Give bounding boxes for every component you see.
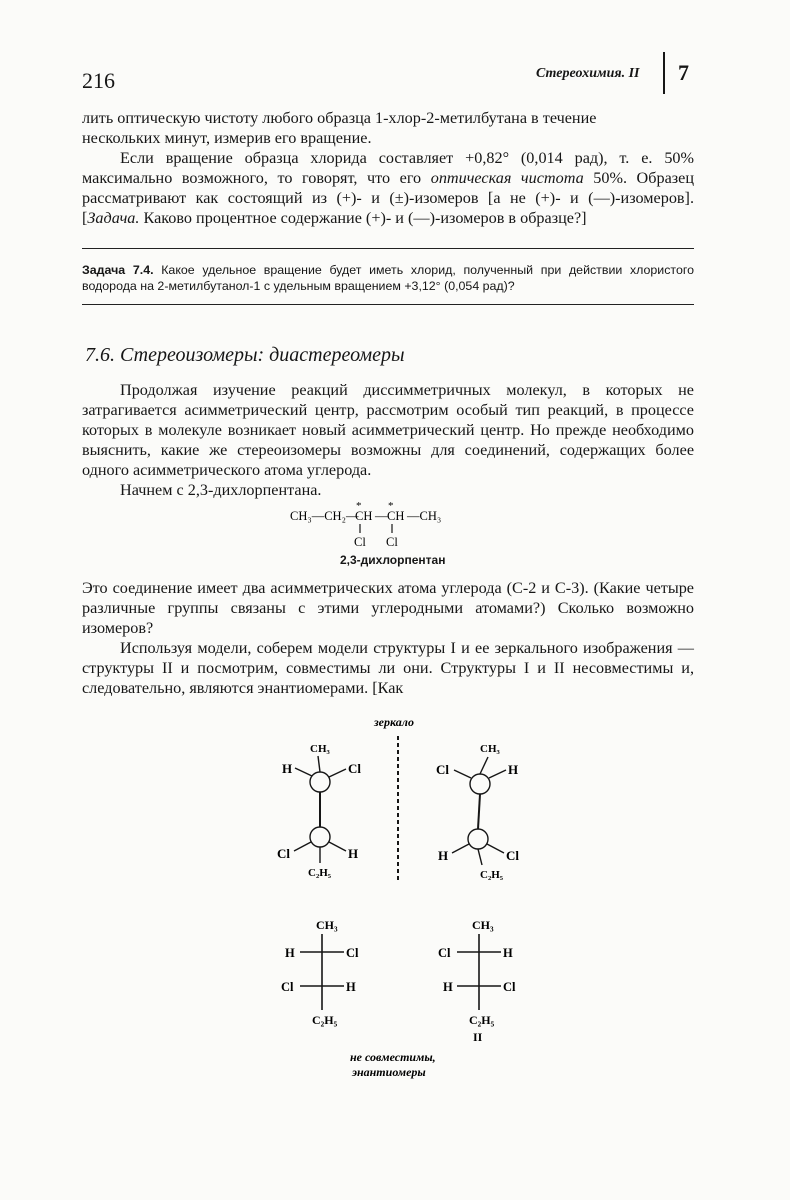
fischer-ii-h-top: H	[503, 946, 513, 960]
model-ii-bond-h-top	[489, 770, 506, 778]
model-ii-bond-ch3	[480, 757, 488, 774]
problem-7-4	[82, 262, 694, 294]
formula-chain-right: —CH₃	[407, 509, 442, 523]
page-number: 216	[82, 68, 115, 93]
start-paragraph: Начнем с 2,3-дихлорпентана.	[120, 481, 322, 499]
structure-i-fischer	[281, 918, 359, 1027]
formula-dash: —	[375, 509, 388, 523]
model-i-ch3: CH₃	[310, 743, 330, 755]
formula-c3: CH	[387, 509, 405, 523]
formula-c2: CH	[355, 509, 373, 523]
formula-chain-left: CH₃—CH₂—	[290, 509, 359, 523]
fischer-i-cl-bottom: Cl	[281, 980, 294, 994]
model-i-cl-top: Cl	[348, 761, 361, 776]
fischer-i-h-top: H	[285, 946, 295, 960]
mirror-label: зеркало	[374, 715, 414, 729]
structure-ii-fischer	[438, 918, 516, 1044]
structure-ii-model	[436, 743, 519, 881]
model-i-c3-ball	[310, 827, 330, 847]
model-ii-c2-c3-bond	[478, 794, 480, 829]
model-i-bond-cl-bottom	[294, 842, 311, 851]
body-text-1	[82, 380, 694, 500]
intro-line-1: лить оптическую чистоту любого образца 1-хлор-2-метилбутана в течение	[82, 109, 597, 127]
fischer-i-c2h5: C₂H₅	[312, 1013, 338, 1027]
formula-cl-c3: Cl	[386, 535, 398, 549]
optical-purity-text-b: 50%. Образец рассматривают как состоящий из (+)- и (±)-изомеров [а не (+)- и (—)-изомеров]. [	[82, 169, 695, 227]
model-ii-bond-cl-top	[454, 770, 471, 778]
optical-purity-text-c: Каково процентное содержание (+)- и (—)-изомеров в образце?]	[139, 209, 587, 227]
asymmetric-star-c3: *	[388, 500, 394, 512]
fischer-i-ch3: CH₃	[316, 918, 338, 932]
model-i-h-bottom: H	[348, 846, 359, 861]
optical-purity-term: оптическая чистота	[430, 169, 584, 187]
body-text-2	[82, 578, 694, 698]
chapter-number: 7	[678, 60, 689, 85]
inline-task-label: Задача.	[87, 209, 140, 227]
model-ii-c2-ball	[470, 774, 490, 794]
model-ii-c3-ball	[468, 829, 488, 849]
model-ii-ch3: CH₃	[480, 743, 500, 755]
model-ii-c2h5: C₂H₅	[480, 869, 504, 881]
structure-ii-label: II	[473, 1030, 483, 1044]
running-title: Стереохимия. II	[536, 66, 640, 81]
figure-caption-line-1: не совместимы,	[350, 1050, 436, 1064]
formula-cl-c2: Cl	[354, 535, 366, 549]
optical-purity-text-a: Если вращение образца хлорида составляет +0,82° (0,014 рад), т. е. 50% максимально возможного, то говорят, что его	[82, 149, 694, 187]
fischer-ii-ch3: CH₃	[472, 918, 494, 932]
structure-i-model	[277, 743, 361, 879]
asymmetric-star-c2: *	[356, 500, 362, 512]
fischer-ii-c2h5: C₂H₅	[469, 1013, 495, 1027]
model-i-cl-bottom: Cl	[277, 846, 290, 861]
header-divider	[663, 52, 665, 94]
problem-label: Задача 7.4.	[82, 263, 154, 277]
fischer-ii-cl-top: Cl	[438, 946, 451, 960]
model-ii-cl-bottom: Cl	[506, 848, 519, 863]
fischer-ii-cl-bottom: Cl	[503, 980, 516, 994]
intro-text	[82, 108, 694, 228]
enantiomers-figure	[260, 712, 550, 1092]
model-i-c2-ball	[310, 772, 330, 792]
model-i-bond-ch3	[318, 756, 320, 772]
fischer-i-cl-top: Cl	[346, 946, 359, 960]
model-i-bond-cl-top	[329, 769, 346, 777]
figure-caption-line-2: энантиомеры	[352, 1065, 426, 1079]
model-i-c2h5: C₂H₅	[308, 867, 332, 879]
model-ii-bond-c2h5	[478, 849, 482, 865]
model-ii-h-bottom: H	[438, 848, 449, 863]
fischer-i-h-bottom: H	[346, 980, 356, 994]
models-paragraph: Используя модели, соберем модели структуры I и ее зеркального изображения — структуры II и посмотрим, совместимы ли они. Структуры I и II несовместимы и, следовательно, являются энантиомерами. [Как	[82, 639, 694, 697]
model-i-h-top: H	[282, 761, 293, 776]
diastereomer-intro-paragraph: Продолжая изучение реакций диссимметричных молекул, в которых не затрагивается асимметрический центр, рассмотрим особый тип реакций, в процессе которых в молекуле возникает новый асимметрический центр. Но прежде необходимо выяснить, какие же стереоизомеры возможны для соединений, содержащих более одного асимметрического атома углерода.	[82, 381, 694, 479]
fischer-ii-h-bottom: H	[443, 980, 453, 994]
section-title: 7.6. Стереоизомеры: диастереомеры	[85, 344, 405, 366]
model-ii-cl-top: Cl	[436, 762, 449, 777]
intro-line-2: нескольких минут, измерив его вращение.	[82, 129, 372, 147]
model-ii-h-top: H	[508, 762, 519, 777]
model-ii-bond-cl-bottom	[487, 844, 504, 853]
optical-purity-paragraph	[82, 148, 694, 228]
model-i-bond-h-top	[295, 768, 312, 776]
asymmetric-atoms-paragraph: Это соединение имеет два асимметрических атома углерода (С-2 и С-3). (Какие четыре различные группы связаны с этими углеродными атомами?) Сколько возможно изомеров?	[82, 579, 694, 637]
formula-caption: 2,3-дихлорпентан	[340, 553, 446, 567]
problem-rule-top	[82, 248, 694, 249]
problem-rule-bottom	[82, 304, 694, 305]
model-ii-bond-h-bottom	[452, 844, 469, 853]
problem-text: Какое удельное вращение будет иметь хлорид, полученный при действии хлористого водорода на 2-метилбутанол-1 с удельным вращением +3,12° (0,054 рад)?	[82, 263, 694, 293]
model-i-bond-h-bottom	[329, 842, 346, 851]
